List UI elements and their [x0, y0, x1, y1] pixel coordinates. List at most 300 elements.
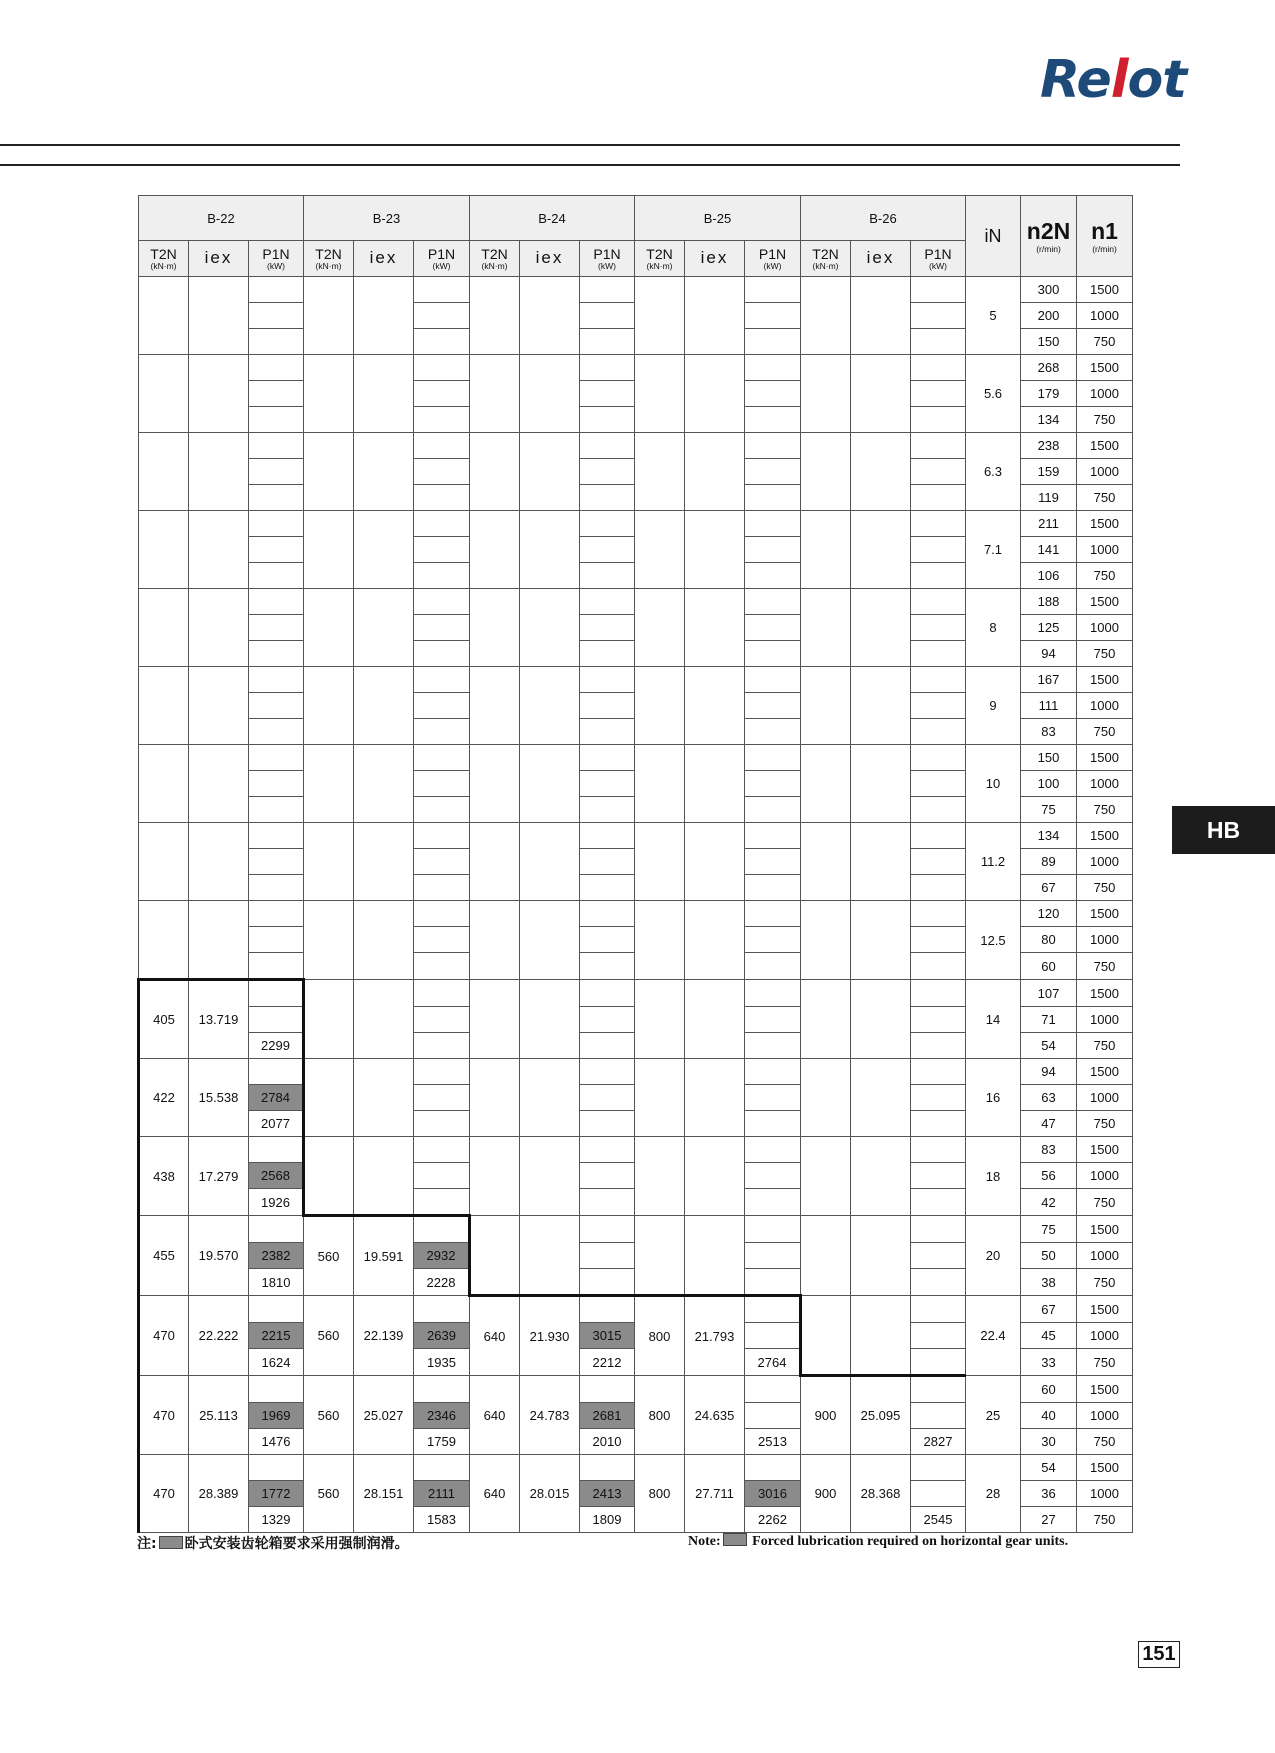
p1n-cell — [580, 511, 635, 537]
t2n-cell: 900 — [801, 1376, 851, 1455]
p1n-cell — [414, 511, 470, 537]
iex-header — [851, 241, 911, 277]
n2n-cell: 83 — [1021, 1137, 1077, 1163]
t2n-cell — [470, 745, 520, 823]
iex-cell: 17.279 — [189, 1137, 249, 1216]
t2n-cell — [304, 1137, 354, 1216]
p1n-cell — [745, 1111, 801, 1137]
in-cell: 6.3 — [966, 433, 1021, 511]
p1n-header — [414, 241, 470, 277]
p1n-cell — [249, 823, 304, 849]
p1n-cell — [911, 1085, 966, 1111]
t2n-cell — [304, 511, 354, 589]
model-header: B-23 — [304, 196, 470, 241]
iex-cell — [520, 433, 580, 511]
iex-cell: 19.570 — [189, 1216, 249, 1296]
p1n-cell — [580, 277, 635, 303]
p1n-cell — [745, 1403, 801, 1429]
n1-cell: 1500 — [1077, 511, 1133, 537]
in-cell: 20 — [966, 1216, 1021, 1296]
p1n-cell: 2215 — [249, 1323, 304, 1349]
p1n-cell — [911, 1216, 966, 1243]
p1n-cell — [580, 381, 635, 407]
p1n-cell — [414, 1059, 470, 1085]
p1n-cell — [745, 1137, 801, 1163]
t2n-cell — [635, 745, 685, 823]
iex-cell — [685, 667, 745, 745]
t2n-cell — [139, 589, 189, 667]
n1-cell: 1500 — [1077, 980, 1133, 1007]
t2n-cell — [801, 1216, 851, 1296]
p1n-cell — [414, 1111, 470, 1137]
p1n-cell — [745, 563, 801, 589]
n1-cell: 1500 — [1077, 277, 1133, 303]
t2n-cell — [304, 980, 354, 1059]
t2n-cell — [304, 1059, 354, 1137]
in-cell: 14 — [966, 980, 1021, 1059]
t2n-cell — [304, 901, 354, 980]
t2n-cell — [635, 667, 685, 745]
p1n-cell — [249, 953, 304, 980]
n2n-cell: 38 — [1021, 1269, 1077, 1296]
t2n-cell — [304, 745, 354, 823]
n2n-cell: 94 — [1021, 1059, 1077, 1085]
in-cell: 25 — [966, 1376, 1021, 1455]
n1-cell: 750 — [1077, 719, 1133, 745]
iex-cell — [520, 901, 580, 980]
p1n-cell — [414, 485, 470, 511]
in-header — [966, 196, 1021, 277]
p1n-cell — [414, 875, 470, 901]
n2n-cell: 63 — [1021, 1085, 1077, 1111]
iex-header — [189, 241, 249, 277]
iex-header-label: iex — [535, 248, 564, 267]
n2n-cell: 125 — [1021, 615, 1077, 641]
t2n-cell: 800 — [635, 1455, 685, 1533]
t2n-cell: 900 — [801, 1455, 851, 1533]
p1n-cell — [249, 303, 304, 329]
t2n-cell — [304, 433, 354, 511]
p1n-cell — [745, 1296, 801, 1323]
p1n-cell — [745, 433, 801, 459]
n1-cell: 1500 — [1077, 589, 1133, 615]
p1n-cell: 2299 — [249, 1033, 304, 1059]
n1-cell: 1000 — [1077, 1085, 1133, 1111]
iex-cell — [520, 1059, 580, 1137]
p1n-cell — [745, 719, 801, 745]
t2n-cell — [801, 745, 851, 823]
p1n-cell — [580, 823, 635, 849]
n2n-cell: 75 — [1021, 1216, 1077, 1243]
iex-cell — [851, 1137, 911, 1216]
t2n-cell — [139, 355, 189, 433]
iex-cell — [685, 823, 745, 901]
n2n-cell: 300 — [1021, 277, 1077, 303]
p1n-cell — [249, 667, 304, 693]
p1n-cell — [745, 901, 801, 927]
p1n-cell — [414, 1216, 470, 1243]
p1n-cell — [414, 1085, 470, 1111]
p1n-cell — [911, 693, 966, 719]
n1-header-label: n1 — [1091, 218, 1118, 244]
table-row — [139, 355, 1133, 381]
iex-cell — [851, 667, 911, 745]
p1n-cell — [249, 1137, 304, 1163]
p1n-cell — [911, 1163, 966, 1189]
iex-cell — [354, 355, 414, 433]
p1n-cell — [911, 1189, 966, 1216]
table-row — [139, 901, 1133, 927]
n2n-cell: 67 — [1021, 875, 1077, 901]
p1n-cell — [249, 1216, 304, 1243]
iex-cell — [520, 745, 580, 823]
iex-cell — [354, 1137, 414, 1216]
n1-cell: 1500 — [1077, 355, 1133, 381]
p1n-cell — [414, 927, 470, 953]
p1n-cell — [414, 303, 470, 329]
t2n-cell: 405 — [139, 980, 189, 1059]
t2n-cell — [635, 511, 685, 589]
t2n-cell — [470, 277, 520, 355]
p1n-cell — [911, 953, 966, 980]
p1n-cell — [414, 1137, 470, 1163]
table-row — [139, 823, 1133, 849]
p1n-cell — [911, 589, 966, 615]
p1n-cell — [580, 1189, 635, 1216]
n2n-cell: 40 — [1021, 1403, 1077, 1429]
p1n-cell — [414, 589, 470, 615]
t2n-cell: 560 — [304, 1455, 354, 1533]
p1n-cell — [580, 1376, 635, 1403]
p1n-cell — [414, 329, 470, 355]
t2n-cell — [635, 433, 685, 511]
table-row — [139, 1455, 1133, 1481]
p1n-cell — [911, 875, 966, 901]
t2n-cell — [635, 823, 685, 901]
t2n-cell — [635, 277, 685, 355]
n1-cell: 1500 — [1077, 1376, 1133, 1403]
n2n-cell: 120 — [1021, 901, 1077, 927]
p1n-cell — [911, 823, 966, 849]
p1n-cell — [911, 459, 966, 485]
iex-cell — [354, 980, 414, 1059]
t2n-cell — [635, 589, 685, 667]
p1n-cell — [745, 1376, 801, 1403]
n1-cell: 750 — [1077, 953, 1133, 980]
t2n-header — [635, 241, 685, 277]
n2n-cell: 60 — [1021, 1376, 1077, 1403]
t2n-header-unit: (kN·m) — [646, 260, 673, 271]
p1n-cell — [414, 1163, 470, 1189]
p1n-cell — [414, 433, 470, 459]
p1n-cell: 2010 — [580, 1429, 635, 1455]
p1n-cell — [911, 1296, 966, 1323]
p1n-cell — [414, 797, 470, 823]
t2n-cell — [635, 1137, 685, 1216]
t2n-cell — [470, 433, 520, 511]
p1n-cell: 2111 — [414, 1481, 470, 1507]
p1n-cell — [911, 1403, 966, 1429]
n2n-header — [1021, 196, 1077, 277]
p1n-cell — [580, 641, 635, 667]
t2n-cell — [635, 901, 685, 980]
t2n-cell — [139, 745, 189, 823]
p1n-cell — [249, 875, 304, 901]
p1n-cell — [911, 1349, 966, 1376]
iex-cell: 25.027 — [354, 1376, 414, 1455]
iex-cell — [851, 980, 911, 1059]
n1-cell: 1000 — [1077, 615, 1133, 641]
n1-cell: 750 — [1077, 1429, 1133, 1455]
p1n-cell — [414, 537, 470, 563]
iex-cell — [520, 823, 580, 901]
p1n-cell — [745, 1033, 801, 1059]
p1n-cell: 2228 — [414, 1269, 470, 1296]
t2n-cell: 640 — [470, 1376, 520, 1455]
p1n-cell: 3015 — [580, 1323, 635, 1349]
iex-cell — [851, 823, 911, 901]
p1n-cell — [249, 407, 304, 433]
iex-cell — [354, 745, 414, 823]
n1-cell: 1000 — [1077, 693, 1133, 719]
p1n-header-label: P1N — [262, 245, 290, 262]
p1n-cell — [580, 615, 635, 641]
t2n-cell: 470 — [139, 1376, 189, 1455]
p1n-cell — [745, 1216, 801, 1243]
t2n-cell — [304, 667, 354, 745]
t2n-cell — [635, 1216, 685, 1296]
iex-cell: 25.113 — [189, 1376, 249, 1455]
iex-cell: 24.783 — [520, 1376, 580, 1455]
in-cell: 18 — [966, 1137, 1021, 1216]
p1n-cell — [745, 849, 801, 875]
p1n-cell — [249, 641, 304, 667]
p1n-cell — [249, 980, 304, 1007]
iex-cell — [685, 511, 745, 589]
p1n-cell — [745, 1189, 801, 1216]
p1n-cell — [911, 719, 966, 745]
p1n-cell: 1476 — [249, 1429, 304, 1455]
p1n-cell — [414, 615, 470, 641]
t2n-header-label: T2N — [646, 245, 673, 262]
p1n-cell — [745, 329, 801, 355]
p1n-cell: 2212 — [580, 1349, 635, 1376]
p1n-cell — [911, 433, 966, 459]
p1n-cell — [911, 485, 966, 511]
n1-cell: 1500 — [1077, 1455, 1133, 1481]
n1-header — [1077, 196, 1133, 277]
in-cell: 7.1 — [966, 511, 1021, 589]
n1-cell: 1000 — [1077, 1163, 1133, 1189]
p1n-cell — [580, 589, 635, 615]
n2n-cell: 188 — [1021, 589, 1077, 615]
n2n-cell: 36 — [1021, 1481, 1077, 1507]
t2n-cell — [470, 667, 520, 745]
t2n-cell: 422 — [139, 1059, 189, 1137]
p1n-cell — [745, 1163, 801, 1189]
n2n-cell: 150 — [1021, 329, 1077, 355]
t2n-cell — [801, 1296, 851, 1376]
t2n-cell — [635, 980, 685, 1059]
n1-cell: 750 — [1077, 1507, 1133, 1533]
model-header: B-24 — [470, 196, 635, 241]
n1-cell: 750 — [1077, 407, 1133, 433]
iex-cell — [685, 1059, 745, 1137]
p1n-cell — [249, 901, 304, 927]
t2n-cell — [139, 667, 189, 745]
n2n-cell: 141 — [1021, 537, 1077, 563]
table-row — [139, 1059, 1133, 1085]
iex-cell: 24.635 — [685, 1376, 745, 1455]
n1-cell: 1500 — [1077, 433, 1133, 459]
p1n-cell — [745, 1455, 801, 1481]
p1n-cell — [580, 1269, 635, 1296]
in-cell: 12.5 — [966, 901, 1021, 980]
iex-cell: 28.389 — [189, 1455, 249, 1533]
p1n-cell — [580, 1033, 635, 1059]
p1n-header-label: P1N — [924, 245, 952, 262]
p1n-cell — [249, 615, 304, 641]
n1-cell: 1000 — [1077, 1007, 1133, 1033]
n2n-cell: 167 — [1021, 667, 1077, 693]
t2n-cell — [139, 511, 189, 589]
t2n-header — [801, 241, 851, 277]
p1n-cell — [580, 797, 635, 823]
p1n-cell: 1583 — [414, 1507, 470, 1533]
p1n-cell — [414, 1033, 470, 1059]
t2n-cell — [801, 980, 851, 1059]
n2n-header-unit: (r/min) — [1036, 244, 1061, 254]
p1n-cell — [745, 797, 801, 823]
p1n-cell — [911, 615, 966, 641]
t2n-cell — [139, 823, 189, 901]
t2n-cell — [801, 511, 851, 589]
iex-cell — [189, 433, 249, 511]
iex-cell — [851, 511, 911, 589]
iex-cell — [520, 511, 580, 589]
p1n-cell — [580, 537, 635, 563]
p1n-cell — [414, 901, 470, 927]
iex-cell — [851, 901, 911, 980]
model-header: B-25 — [635, 196, 801, 241]
n2n-cell: 268 — [1021, 355, 1077, 381]
p1n-header-unit: (kW) — [267, 260, 285, 271]
iex-cell: 15.538 — [189, 1059, 249, 1137]
p1n-header — [249, 241, 304, 277]
t2n-cell — [470, 1137, 520, 1216]
p1n-cell — [911, 563, 966, 589]
table-row — [139, 980, 1133, 1007]
iex-cell: 22.139 — [354, 1296, 414, 1376]
n1-cell: 1000 — [1077, 381, 1133, 407]
p1n-cell: 2784 — [249, 1085, 304, 1111]
n2n-cell: 42 — [1021, 1189, 1077, 1216]
p1n-cell — [745, 459, 801, 485]
p1n-cell: 1809 — [580, 1507, 635, 1533]
iex-cell: 22.222 — [189, 1296, 249, 1376]
p1n-cell — [911, 1059, 966, 1085]
iex-cell — [685, 433, 745, 511]
p1n-cell — [249, 511, 304, 537]
t2n-cell: 560 — [304, 1216, 354, 1296]
p1n-cell: 1759 — [414, 1429, 470, 1455]
p1n-cell: 2545 — [911, 1507, 966, 1533]
p1n-header — [580, 241, 635, 277]
t2n-cell — [470, 980, 520, 1059]
iex-cell — [354, 433, 414, 511]
n1-cell: 1500 — [1077, 1296, 1133, 1323]
p1n-cell — [580, 1059, 635, 1085]
p1n-cell — [414, 745, 470, 771]
p1n-cell — [580, 1007, 635, 1033]
p1n-cell — [249, 797, 304, 823]
p1n-cell — [249, 1455, 304, 1481]
p1n-cell — [745, 953, 801, 980]
iex-cell — [354, 277, 414, 355]
p1n-cell: 2513 — [745, 1429, 801, 1455]
p1n-cell — [249, 1376, 304, 1403]
iex-cell — [354, 511, 414, 589]
iex-cell — [851, 433, 911, 511]
iex-cell — [520, 667, 580, 745]
p1n-cell — [580, 927, 635, 953]
n1-cell: 750 — [1077, 1269, 1133, 1296]
n2n-cell: 27 — [1021, 1507, 1077, 1533]
iex-cell: 25.095 — [851, 1376, 911, 1455]
t2n-cell — [139, 433, 189, 511]
p1n-cell — [745, 511, 801, 537]
t2n-cell — [304, 589, 354, 667]
iex-cell — [189, 901, 249, 980]
p1n-cell — [414, 849, 470, 875]
p1n-cell — [414, 407, 470, 433]
iex-cell — [851, 1216, 911, 1296]
t2n-cell — [635, 355, 685, 433]
n2n-cell: 134 — [1021, 407, 1077, 433]
p1n-cell — [249, 1007, 304, 1033]
n1-cell: 750 — [1077, 1349, 1133, 1376]
p1n-cell — [249, 381, 304, 407]
p1n-header-unit: (kW) — [763, 260, 782, 271]
p1n-header-label: P1N — [758, 245, 787, 262]
shade-legend-swatch — [723, 1533, 747, 1546]
brand-logo: Relot — [1040, 50, 1187, 110]
p1n-cell — [414, 980, 470, 1007]
n2n-cell: 94 — [1021, 641, 1077, 667]
p1n-cell: 2764 — [745, 1349, 801, 1376]
p1n-cell — [414, 459, 470, 485]
iex-cell — [520, 355, 580, 433]
p1n-cell — [249, 693, 304, 719]
n2n-cell: 54 — [1021, 1455, 1077, 1481]
p1n-cell — [249, 1059, 304, 1085]
p1n-cell — [580, 355, 635, 381]
p1n-cell — [745, 745, 801, 771]
n1-cell: 1500 — [1077, 1137, 1133, 1163]
n2n-cell: 83 — [1021, 719, 1077, 745]
iex-cell — [851, 1059, 911, 1137]
t2n-header-unit: (kN·m) — [315, 260, 342, 271]
n2n-cell: 60 — [1021, 953, 1077, 980]
t2n-cell — [801, 823, 851, 901]
p1n-cell — [911, 771, 966, 797]
p1n-cell — [911, 1455, 966, 1481]
n1-cell: 1000 — [1077, 1243, 1133, 1269]
t2n-cell — [139, 277, 189, 355]
in-cell: 5.6 — [966, 355, 1021, 433]
iex-cell — [685, 980, 745, 1059]
p1n-cell: 2262 — [745, 1507, 801, 1533]
